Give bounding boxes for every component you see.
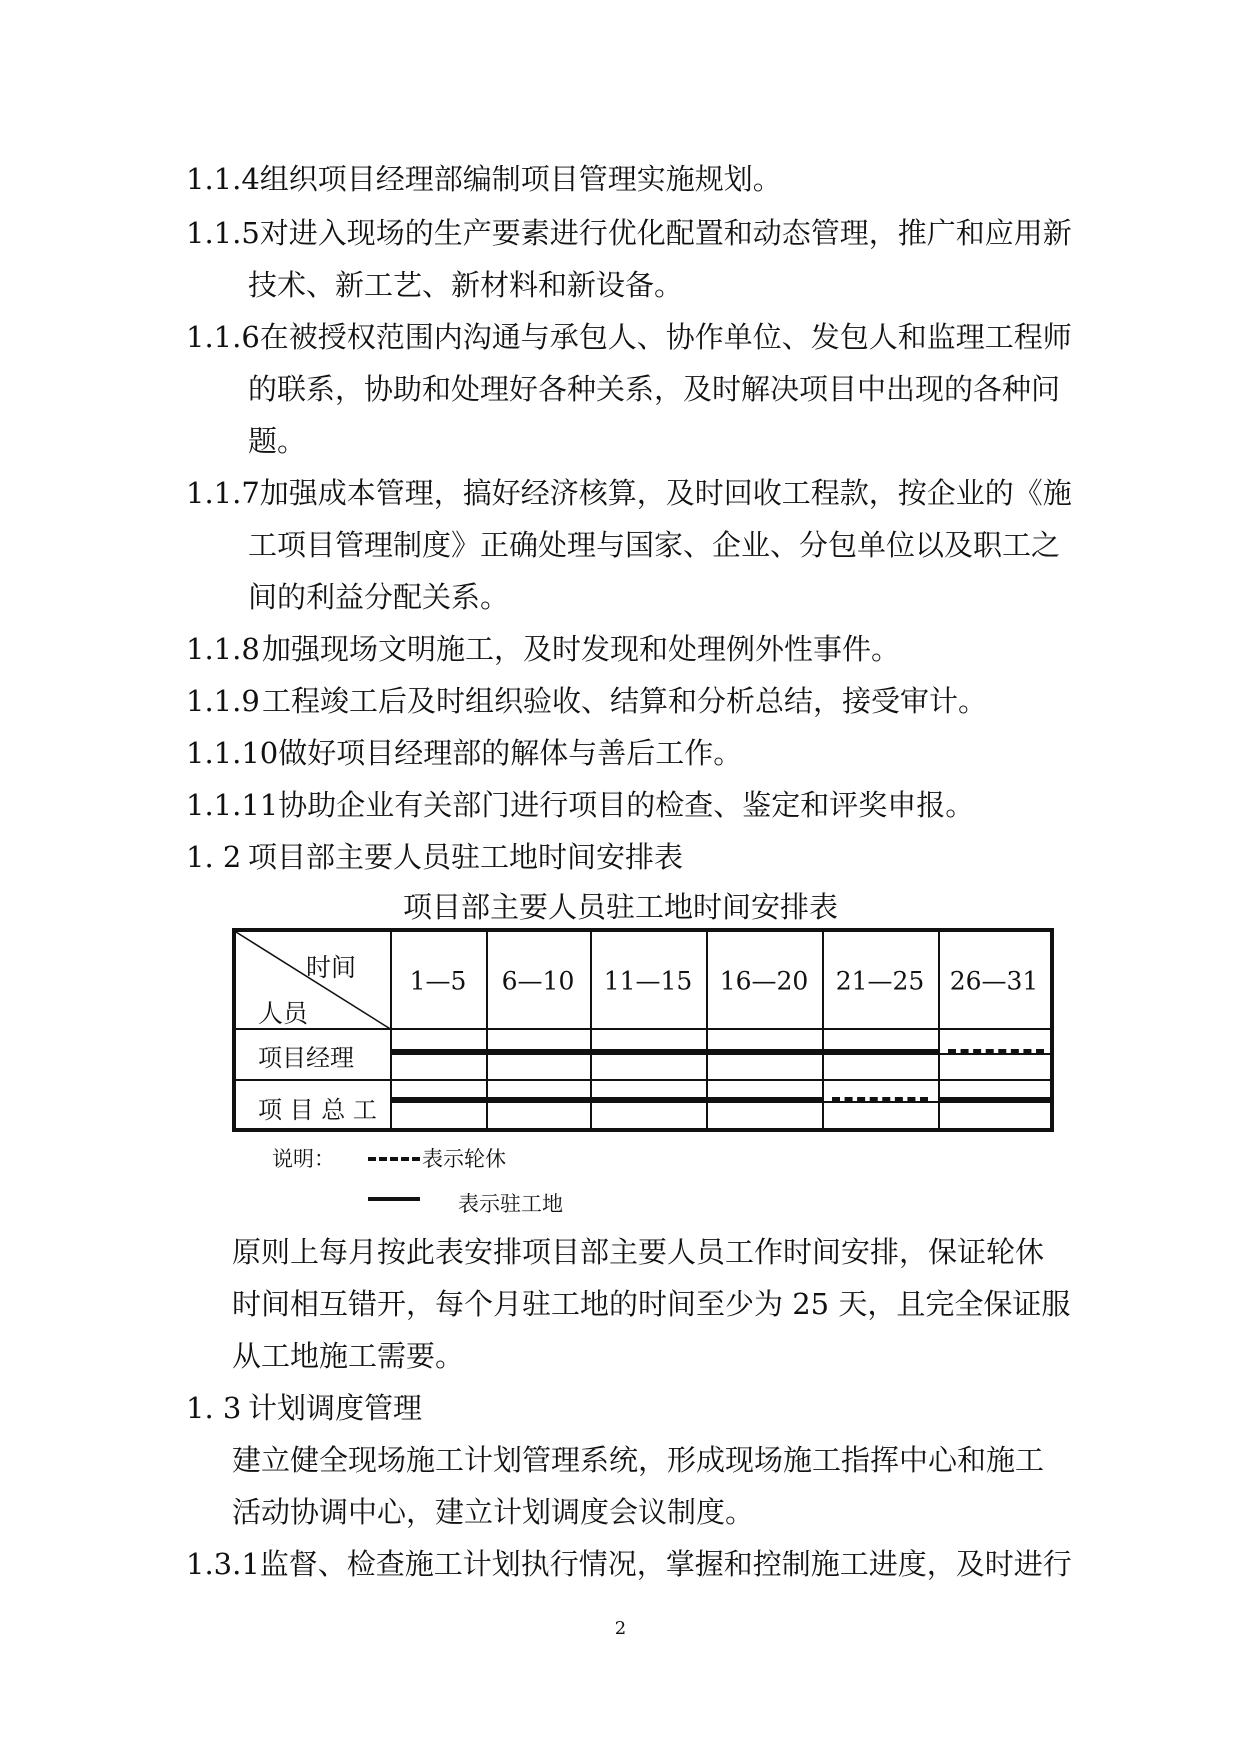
column-header: 16—20 <box>719 966 809 996</box>
paragraph-1-1-5-line-2: 技术、新工艺、新材料和新设备。 <box>248 268 684 302</box>
legend-onsite-swatch <box>368 1197 420 1201</box>
row-label-manager: 项目经理 <box>258 1044 354 1072</box>
table-caption: 项目部主要人员驻工地时间安排表 <box>402 890 838 924</box>
paragraph-1-1-7-line-3: 间的利益分配关系。 <box>248 580 510 614</box>
principle-line-1: 原则上每月按此表安排项目部主要人员工作时间安排，保证轮休 <box>232 1235 1045 1269</box>
paragraph-1-1-11 <box>186 779 974 831</box>
section-number: 1. 2 <box>186 840 242 874</box>
paragraph-1-1-6 <box>186 311 1072 363</box>
paragraph-number: 1.1.10 <box>186 736 279 770</box>
paragraph-text: 在被授权范围内沟通与承包人、协作单位、发包人和监理工程师 <box>259 320 1072 354</box>
rest-bar <box>832 1097 928 1101</box>
paragraph-text: 加强现场文明施工，及时发现和处理例外性事件。 <box>262 632 901 666</box>
grid-line <box>390 1101 1050 1103</box>
header-person-label: 人员 <box>258 999 309 1028</box>
paragraph-number: 1.1.7 <box>186 476 260 510</box>
row-label-chief-engineer: 项 目 总 工 <box>258 1096 377 1124</box>
section-1-2-heading <box>186 831 683 883</box>
column-header: 1—5 <box>409 966 467 996</box>
paragraph-number: 1.1.5 <box>186 216 260 250</box>
header-time-label: 时间 <box>306 953 357 982</box>
onsite-bar <box>938 1097 1050 1101</box>
section-number: 1. 3 <box>186 1391 242 1425</box>
paragraph-1-1-8 <box>186 623 900 675</box>
legend-prefix: 说明： <box>272 1147 335 1171</box>
paragraph-number: 1.1.6 <box>186 320 260 354</box>
onsite-bar <box>390 1049 938 1053</box>
principle-line-3: 从工地施工需要。 <box>232 1339 465 1373</box>
paragraph-text: 做好项目经理部的解体与善后工作。 <box>278 736 743 770</box>
page-number: 2 <box>614 1618 627 1639</box>
paragraph-text: 工程竣工后及时组织验收、结算和分析总结，接受审计。 <box>262 684 988 718</box>
rest-bar <box>948 1049 1044 1053</box>
paragraph-text: 加强成本管理，搞好经济核算，及时回收工程款，按企业的《施 <box>259 476 1072 510</box>
legend-rest-label: 表示轮休 <box>422 1147 506 1171</box>
paragraph-1-1-6-line-3: 题。 <box>248 424 307 458</box>
paragraph-1-1-9 <box>186 675 987 727</box>
paragraph-text: 协助企业有关部门进行项目的检查、鉴定和评奖申报。 <box>278 788 975 822</box>
grid-line <box>822 932 824 1128</box>
paragraph-number: 1.3.1 <box>186 1547 260 1581</box>
paragraph-number: 1.1.8 <box>186 632 260 666</box>
grid-line <box>390 1053 1050 1055</box>
grid-line <box>236 1028 1050 1030</box>
column-header: 26—31 <box>949 966 1039 996</box>
paragraph-1-1-7-line-2: 工项目管理制度》正确处理与国家、企业、分包单位以及职工之 <box>248 528 1061 562</box>
paragraph-number: 1.1.4 <box>186 162 260 196</box>
section-1-3-body-line-1: 建立健全现场施工计划管理系统，形成现场施工指挥中心和施工 <box>232 1443 1045 1477</box>
onsite-bar <box>390 1097 822 1101</box>
legend-rest-swatch <box>368 1157 420 1161</box>
paragraph-number: 1.1.9 <box>186 684 260 718</box>
paragraph-1-1-6-line-2: 的联系，协助和处理好各种关系，及时解决项目中出现的各种问 <box>248 372 1061 406</box>
paragraph-1-1-10 <box>186 727 742 779</box>
column-header: 11—15 <box>603 966 693 996</box>
paragraph-1-3-1 <box>186 1538 1072 1590</box>
column-header: 21—25 <box>835 966 925 996</box>
legend-onsite-label: 表示驻工地 <box>458 1192 563 1216</box>
paragraph-1-1-5 <box>186 207 1072 259</box>
column-header: 6—10 <box>501 966 575 996</box>
schedule-table <box>232 928 1054 1132</box>
principle-line-2: 时间相互错开，每个月驻工地的时间至少为 25 天，且完全保证服 <box>232 1287 1071 1321</box>
paragraph-text: 组织项目经理部编制项目管理实施规划。 <box>259 162 782 196</box>
section-1-3-heading <box>186 1382 422 1434</box>
section-title: 项目部主要人员驻工地时间安排表 <box>248 840 684 874</box>
section-title: 计划调度管理 <box>248 1391 423 1425</box>
grid-line <box>236 1079 1050 1081</box>
paragraph-text: 对进入现场的生产要素进行优化配置和动态管理，推广和应用新 <box>259 216 1072 250</box>
paragraph-number: 1.1.11 <box>186 788 279 822</box>
section-1-3-body-line-2: 活动协调中心，建立计划调度会议制度。 <box>232 1495 755 1529</box>
paragraph-text: 监督、检查施工计划执行情况，掌握和控制施工进度，及时进行 <box>259 1547 1072 1581</box>
paragraph-1-1-4 <box>186 153 782 205</box>
paragraph-1-1-7 <box>186 467 1072 519</box>
